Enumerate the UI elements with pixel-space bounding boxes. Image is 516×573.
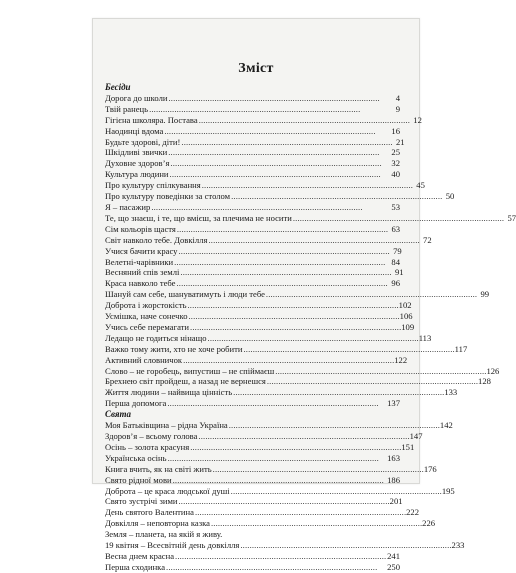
- dot-leader: [190, 322, 400, 333]
- toc-entry[interactable]: [105, 398, 400, 409]
- toc-entry-page-number: 241: [387, 550, 400, 561]
- toc-entry[interactable]: [105, 485, 455, 497]
- toc-entry-title: Життя людини – найвища цінність: [105, 387, 233, 398]
- toc-entry-title: Дорога до школи: [105, 92, 168, 103]
- toc-entry-page-number: 25: [391, 147, 400, 158]
- toc-entry[interactable]: [105, 507, 420, 518]
- toc-entry-page-number: 222: [406, 507, 420, 518]
- toc-entry[interactable]: [105, 463, 437, 475]
- toc-entry-page-number: 9: [395, 103, 400, 114]
- toc-entry-page-number: 79: [393, 245, 402, 256]
- dot-leader: [188, 300, 398, 311]
- toc-entry[interactable]: [105, 267, 404, 278]
- toc-entry-title: Весняний спів землі: [105, 267, 180, 278]
- toc-entry-page-number: 57: [507, 212, 516, 223]
- toc-entry-page-number: 21: [395, 136, 405, 147]
- toc-entry-title: 19 квітня – Всесвітній день довкілля: [105, 540, 240, 551]
- toc-entry-title: Перша допомога: [105, 398, 167, 409]
- toc-entry-title: Активний словничок: [105, 354, 183, 365]
- toc-entry-page-number: 40: [391, 169, 400, 180]
- page-title: Зміст: [238, 61, 274, 76]
- table-of-contents: [105, 82, 516, 573]
- toc-entry-page-number: 63: [391, 223, 401, 234]
- dot-leader: [233, 387, 443, 398]
- dot-leader: [178, 246, 388, 257]
- dot-leader: [244, 344, 454, 355]
- toc-entry-title: Сім кольорів щастя: [105, 223, 176, 234]
- toc-entry-page-number: 16: [391, 125, 400, 136]
- dot-leader: [149, 104, 387, 115]
- toc-entry-page-number: 96: [391, 278, 400, 289]
- toc-entry-title: Перша сходинка: [105, 561, 166, 572]
- toc-entry-title: Брехнею світ пройдеш, а назад не вернешся: [105, 376, 266, 387]
- toc-entry-title: Усмішка, наче сонечко: [105, 311, 188, 322]
- toc-entry[interactable]: [105, 158, 400, 169]
- toc-entry[interactable]: [105, 376, 491, 387]
- toc-entry[interactable]: [105, 224, 400, 235]
- dot-leader: [166, 562, 386, 573]
- toc-entry-title: Про культуру спілкування: [105, 180, 201, 191]
- toc-entry[interactable]: [105, 343, 468, 355]
- toc-entry[interactable]: [105, 496, 403, 507]
- toc-entry[interactable]: [105, 551, 400, 562]
- dot-leader: [178, 496, 388, 507]
- dot-leader: [180, 267, 390, 278]
- toc-entry-title: Доброта і жорстокість: [105, 300, 187, 311]
- toc-entry[interactable]: [105, 332, 432, 344]
- toc-entry-page-number: 12: [413, 114, 422, 125]
- toc-entry-title: Духовне здоров’я: [105, 158, 170, 169]
- dot-leader: [198, 431, 408, 442]
- toc-entry-page-number: 126: [486, 365, 500, 376]
- dot-leader: [231, 486, 441, 497]
- toc-entry-title: Слово – не горобець, випустиш – не спіймаєш: [105, 365, 275, 376]
- dot-leader: [231, 191, 441, 202]
- toc-entry[interactable]: [105, 169, 400, 180]
- section-heading: Свята: [105, 409, 132, 420]
- dot-leader: [229, 420, 439, 431]
- toc-entry-page-number: 32: [391, 158, 400, 169]
- toc-entry[interactable]: [105, 387, 458, 398]
- dot-leader: [202, 180, 412, 191]
- toc-entry[interactable]: [105, 180, 425, 191]
- dot-leader: [168, 453, 387, 464]
- toc-entry-page-number: 102: [398, 300, 412, 311]
- toc-entry[interactable]: [105, 311, 413, 322]
- toc-entry[interactable]: [105, 431, 423, 442]
- toc-entry-title: Твій ранець: [105, 103, 149, 114]
- toc-entry[interactable]: [105, 365, 500, 377]
- toc-entry-page-number: 72: [423, 234, 432, 245]
- toc-entry-title: Учися бачити красу: [105, 245, 178, 256]
- toc-entry-title: Здоров’я – всьому голова: [105, 431, 198, 441]
- toc-entry-page-number: 122: [394, 354, 408, 365]
- dot-leader: [181, 137, 391, 148]
- toc-entry-page-number: 233: [451, 540, 465, 551]
- toc-entry-title: Світ навколо тебе. Довкілля: [105, 234, 208, 245]
- toc-entry-title: Шануй сам себе, шануватимуть і люди тебе: [105, 289, 265, 300]
- toc-entry[interactable]: [105, 104, 400, 115]
- toc-entry-title: Свято зустрічі зими: [105, 496, 178, 507]
- toc-entry-page-number: 163: [387, 452, 400, 463]
- toc-entry-page-number: 106: [399, 311, 413, 322]
- toc-entry-page-number: 147: [409, 431, 423, 441]
- toc-entry-title: Доброта – це краса людської душі: [105, 485, 230, 496]
- toc-entry-title: Учись себе перемагати: [105, 321, 190, 332]
- toc-entry-page-number: 137: [387, 398, 400, 409]
- toc-entry[interactable]: [105, 420, 453, 431]
- toc-entry-title: Ледащо не годиться нінащо: [105, 332, 207, 343]
- toc-entry-title: Про культуру поведінки за столом: [105, 191, 231, 202]
- toc-entry-title: Шкідливі звички: [105, 147, 168, 158]
- dot-leader: [151, 202, 387, 213]
- toc-entry[interactable]: [105, 136, 405, 148]
- toc-entry-page-number: 91: [394, 267, 404, 278]
- toc-entry-title: Довкілля – неповторна казка: [105, 518, 210, 529]
- dot-leader: [240, 540, 450, 551]
- toc-entry-page-number: 4: [395, 92, 400, 103]
- toc-entry-page-number: 99: [480, 289, 490, 300]
- toc-entry[interactable]: [105, 126, 400, 137]
- toc-entry-title: Книга вчить, як на світі жить: [105, 463, 212, 474]
- dot-leader: [293, 213, 503, 224]
- dot-leader: [169, 93, 388, 104]
- dot-leader: [267, 376, 477, 387]
- toc-entry-title: Краса навколо тебе: [105, 278, 176, 289]
- dot-leader: [275, 366, 485, 377]
- toc-entry-title: Будьте здорові, діти!: [105, 136, 181, 147]
- toc-entry-page-number: 201: [389, 496, 403, 507]
- dot-leader: [170, 158, 387, 169]
- toc-entry[interactable]: [105, 93, 400, 104]
- toc-entry-page-number: 113: [418, 332, 432, 343]
- toc-entry[interactable]: [105, 234, 432, 246]
- dot-leader: [167, 398, 386, 409]
- dot-leader: [174, 257, 387, 268]
- toc-entry-title: Українська осінь: [105, 452, 167, 463]
- toc-entry-title: Гігієна школяра. Постава: [105, 114, 198, 125]
- dot-leader: [170, 169, 387, 180]
- toc-entry-page-number: 151: [401, 441, 415, 452]
- toc-entry[interactable]: [105, 475, 400, 486]
- book-page: [92, 18, 516, 572]
- toc-entry[interactable]: [105, 257, 400, 268]
- toc-entry-page-number: 176: [423, 463, 437, 474]
- toc-entry-page-number: 195: [441, 485, 455, 496]
- dot-leader: [173, 475, 387, 486]
- toc-entry-title: Весна днем красна: [105, 550, 175, 561]
- toc-entry[interactable]: [105, 518, 436, 529]
- toc-entry-page-number: 53: [391, 201, 400, 212]
- toc-entry[interactable]: [105, 441, 415, 453]
- dot-leader: [177, 224, 387, 235]
- toc-entry[interactable]: [105, 540, 465, 551]
- toc-entry-page-number: 128: [478, 376, 491, 387]
- dot-leader: [195, 507, 405, 518]
- dot-leader: [199, 115, 409, 126]
- toc-entry-title: Те, що знаєш, і те, що вмієш, за плечима не носити: [105, 212, 292, 223]
- section-heading: Бесіди: [105, 82, 131, 92]
- toc-entry[interactable]: [105, 202, 400, 213]
- toc-entry-page-number: 50: [445, 191, 455, 202]
- toc-entry[interactable]: [105, 529, 400, 540]
- toc-entry[interactable]: [105, 289, 490, 300]
- toc-entry[interactable]: [105, 191, 455, 202]
- toc-entry[interactable]: [105, 453, 400, 464]
- toc-entry[interactable]: [105, 321, 415, 333]
- dot-leader: [168, 147, 387, 158]
- toc-entry[interactable]: [105, 300, 412, 311]
- toc-entry-title: День святого Валентина: [105, 507, 194, 518]
- dot-leader: [175, 551, 386, 562]
- dot-leader: [183, 355, 393, 366]
- dot-leader: [266, 289, 476, 300]
- toc-entry-title: Свято рідної мови: [105, 474, 172, 485]
- toc-entry[interactable]: [105, 354, 408, 366]
- dot-leader: [208, 333, 418, 344]
- toc-entry-title: Осінь – золота красуня: [105, 441, 190, 452]
- toc-entry-page-number: 117: [454, 343, 468, 354]
- toc-entry[interactable]: [105, 114, 422, 126]
- dot-leader: [189, 311, 399, 322]
- toc-entry-page-number: 84: [391, 256, 400, 267]
- toc-entry-page-number: 186: [387, 474, 400, 485]
- toc-entry[interactable]: [105, 147, 400, 158]
- toc-entry-page-number: 133: [444, 387, 458, 398]
- toc-entry-page-number: 250: [387, 561, 400, 572]
- toc-entry-page-number: 45: [416, 180, 425, 191]
- dot-leader: [211, 518, 421, 529]
- toc-entry-title: Велетні-чарівники: [105, 256, 174, 267]
- toc-entry-title: Я – пасажир: [105, 201, 151, 212]
- toc-entry-title: Важко тому жити, хто не хоче робити: [105, 343, 243, 354]
- toc-entry-title: Наодинці вдома: [105, 125, 164, 136]
- toc-entry[interactable]: [105, 562, 400, 573]
- toc-entry[interactable]: [105, 246, 400, 257]
- dot-leader: [190, 442, 400, 453]
- dot-leader: [164, 126, 387, 137]
- dot-leader: [213, 464, 423, 475]
- toc-entry[interactable]: [105, 278, 400, 289]
- toc-entry-page-number: 142: [439, 420, 453, 431]
- toc-entry-title: Культура людини: [105, 169, 169, 180]
- dot-leader: [177, 278, 388, 289]
- toc-entry-page-number: 226: [422, 518, 436, 529]
- toc-entry-title: Моя Батьківщина – рідна Україна: [105, 420, 228, 431]
- toc-entry-title: Земля – планета, на якій я живу.: [105, 529, 223, 540]
- toc-entry-page-number: 109: [401, 321, 415, 332]
- dot-leader: [208, 235, 418, 246]
- toc-entry[interactable]: [105, 212, 516, 224]
